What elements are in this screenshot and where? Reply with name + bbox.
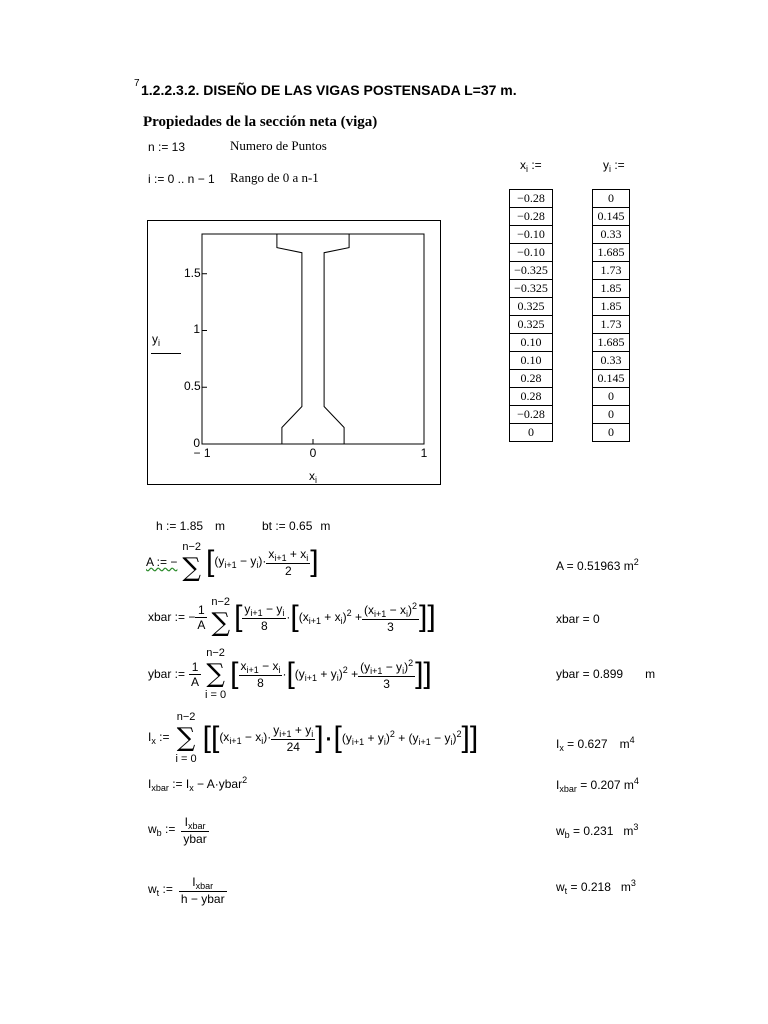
x-vector-cell: −0.325 xyxy=(510,280,553,298)
y-vector-cell: 0 xyxy=(593,424,630,442)
x-vector-cell: −0.28 xyxy=(510,406,553,424)
y-vector-cell: 1.73 xyxy=(593,316,630,334)
wb-result: $w_b = 0.231$ $m^3$ xyxy=(556,822,639,840)
y-vector-cell: 0.33 xyxy=(593,352,630,370)
plot-area xyxy=(202,234,424,444)
plot-xlabel: $x_i$ xyxy=(309,469,317,485)
bt-definition: bt := 0.65 m xyxy=(262,519,331,533)
x-vector-cell: 0.325 xyxy=(510,298,553,316)
y-vector-cell: 1.685 xyxy=(593,334,630,352)
formula-ixbar: $I_{xbar}$ := $I_x$ − A·ybar$^2$ xyxy=(148,775,248,793)
formula-area: A := − n−2 ∑ [ $(y_{i+1} - y_i)\cdot$ $\frac{x_{i+1} + x_i}{2}$ ] xyxy=(146,541,319,583)
n-description: Numero de Puntos xyxy=(230,138,327,153)
x-vector-cell: −0.28 xyxy=(510,208,553,226)
x-vector-cell: 0.10 xyxy=(510,352,553,370)
y-vector-table xyxy=(592,189,630,442)
ix-result: $I_x = 0.627$ $m^4$ xyxy=(556,735,635,753)
x-vector-cell: −0.10 xyxy=(510,244,553,262)
plot-ylabel: $y_i$ xyxy=(152,332,160,348)
area-result: A = 0.51963 $m^2$ xyxy=(556,557,639,573)
x-tick-label: − 1 xyxy=(193,446,211,460)
y-vector-cell: 0 xyxy=(593,388,630,406)
sum-symbol: n−2 ∑ xyxy=(182,541,202,583)
ylabel-underline xyxy=(151,353,181,354)
formula-ybar: ybar := $\frac{1}{A}$ n−2 ∑ i = 0 [ $\frac{x_{i+1} - x_i}{8}$ · [ $(y_{i+1} + y_i)^2$ + $\frac{(y_{i+1} - y_i)^2}{3}$ ]] xyxy=(148,647,432,701)
formula-wb: $w_b$ := $\frac{I_{xbar}}{\text{ybar}}$ xyxy=(148,814,207,846)
ixbar-result: $I_{xbar} = 0.207$ $m^4$ xyxy=(556,776,639,794)
y-vector-cell: 0.145 xyxy=(593,208,630,226)
y-tick-label: 1 xyxy=(193,322,200,337)
beam-section-outline xyxy=(277,234,349,444)
y-vector-cell: 1.85 xyxy=(593,280,630,298)
y-vector-cell: 0 xyxy=(593,190,630,208)
h-definition: h := 1.85 m xyxy=(156,519,226,533)
n-definition: n := 13 xyxy=(148,140,186,154)
x-vector-cell: 0 xyxy=(510,424,553,442)
formula-ix: $I_x$ := n−2 ∑ i = 0 [[ $(x_{i+1} - x_i)\cdot$ $\frac{y_{i+1} + y_i}{24}$ ]·[ $(y_{i+1} + y_i)^2 + (y_{i+1} - y_i)^2$ ]] xyxy=(148,711,479,765)
i-description: Rango de 0 a n-1 xyxy=(230,170,319,185)
ybar-result: ybar = 0.899 m xyxy=(556,667,656,681)
section-title: Propiedades de la sección neta (viga) xyxy=(143,114,378,130)
x-vector-cell: −0.10 xyxy=(510,226,553,244)
y-tick-label: 0 xyxy=(193,436,200,450)
formula-xbar: xbar := − $\frac{1}{A}$ n−2 ∑ [ $\frac{y_{i+1} - y_i}{8}$ · [ $(x_{i+1} + x_i)^2$ + $\frac{(x_{i+1} - x_i)^2}{3}$ ]] xyxy=(148,596,436,638)
wt-result: $w_t = 0.218$ $m^3$ xyxy=(556,878,636,896)
y-tick-label: 1.5 xyxy=(184,265,201,280)
footnote-marker: 7 xyxy=(134,78,140,89)
x-vector-table xyxy=(509,189,553,442)
xbar-result: xbar = 0 xyxy=(556,612,600,626)
x-vector-label: $x_i$ := xyxy=(520,158,542,174)
area-lhs: A := − xyxy=(146,555,178,569)
x-vector-cell: 0.10 xyxy=(510,334,553,352)
page-title: 1.2.2.3.2. DISEÑO DE LAS VIGAS POSTENSADA L=37 m. xyxy=(141,82,517,98)
y-vector-cell: 0.33 xyxy=(593,226,630,244)
x-vector-cell: 0.325 xyxy=(510,316,553,334)
x-tick-label: 1 xyxy=(420,446,428,460)
formula-wt: $w_t$ := $\frac{I_{xbar}}{\text{h − ybar}}$ xyxy=(148,874,225,906)
x-vector-cell: 0.28 xyxy=(510,388,553,406)
y-vector-cell: 1.73 xyxy=(593,262,630,280)
y-vector-label: $y_i$ := xyxy=(603,158,625,174)
x-vector-cell: 0.28 xyxy=(510,370,553,388)
y-tick-label: 0.5 xyxy=(184,379,201,394)
y-vector-cell: 1.85 xyxy=(593,298,630,316)
x-vector-cell: −0.28 xyxy=(510,190,553,208)
i-definition: i := 0 .. n − 1 xyxy=(148,172,215,186)
x-vector-cell: −0.325 xyxy=(510,262,553,280)
y-vector-cell: 1.685 xyxy=(593,244,630,262)
y-vector-cell: 0 xyxy=(593,406,630,424)
x-tick-label: 0 xyxy=(309,446,317,460)
y-vector-cell: 0.145 xyxy=(593,370,630,388)
